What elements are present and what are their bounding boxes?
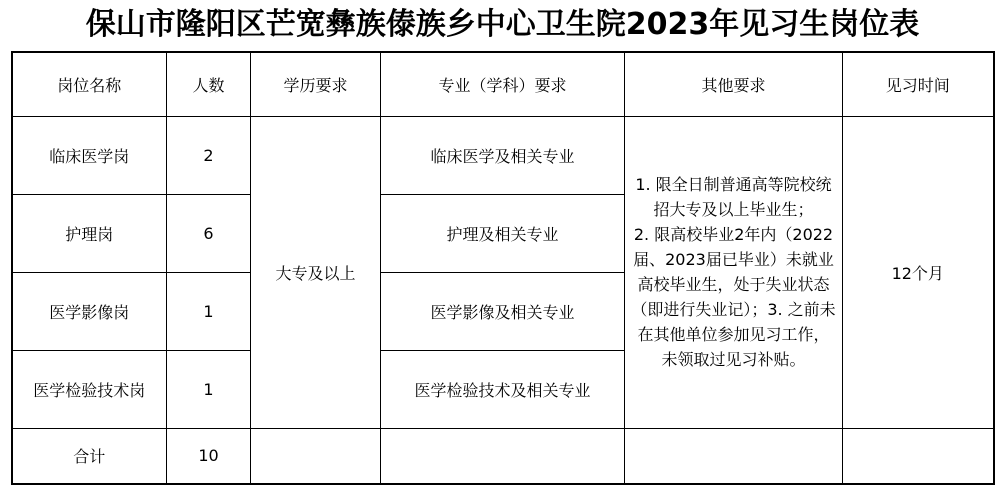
table-total-row: [12, 428, 994, 484]
cell-count: 6: [167, 194, 251, 272]
table-body: [12, 116, 994, 484]
cell-other-requirements: 1. 限全日制普通高等院校统招大专及以上毕业生； 2. 限高校毕业2年内（2022届、2023届已毕业）未就业高校毕业生，处于失业状态（即进行失业记）；3. 之前未在其他单位参加见习工作，未领取过见习补贴。: [625, 116, 843, 428]
cell-major: 医学影像及相关专业: [381, 272, 625, 350]
column-header-major: 专业（学科）要求: [381, 52, 625, 116]
cell-total-education-blank: [251, 428, 381, 484]
page-title: 保山市隆阳区芒宽彝族傣族乡中心卫生院2023年见习生岗位表: [85, 7, 920, 42]
cell-position-name: 护理岗: [12, 194, 167, 272]
column-header-other: 其他要求: [625, 52, 843, 116]
column-header-education: 学历要求: [251, 52, 381, 116]
cell-major: 护理及相关专业: [381, 194, 625, 272]
cell-count: 2: [167, 116, 251, 194]
cell-count: 1: [167, 350, 251, 428]
table-header: [12, 52, 994, 116]
cell-major: 医学检验技术及相关专业: [381, 350, 625, 428]
column-header-period: 见习时间: [843, 52, 994, 116]
table-row: [12, 116, 994, 194]
cell-total-major-blank: [381, 428, 625, 484]
cell-education: 大专及以上: [251, 116, 381, 428]
cell-total-label: 合计: [12, 428, 167, 484]
cell-internship-period: 12个月: [843, 116, 994, 428]
column-header-position-name: 岗位名称: [12, 52, 167, 116]
cell-count: 1: [167, 272, 251, 350]
cell-major: 临床医学及相关专业: [381, 116, 625, 194]
cell-total-count: 10: [167, 428, 251, 484]
cell-position-name: 医学影像岗: [12, 272, 167, 350]
table-header-row: [12, 52, 994, 116]
cell-position-name: 临床医学岗: [12, 116, 167, 194]
cell-total-period-blank: [843, 428, 994, 484]
job-positions-table: [11, 51, 995, 485]
column-header-count: 人数: [167, 52, 251, 116]
cell-position-name: 医学检验技术岗: [12, 350, 167, 428]
cell-total-other-blank: [625, 428, 843, 484]
